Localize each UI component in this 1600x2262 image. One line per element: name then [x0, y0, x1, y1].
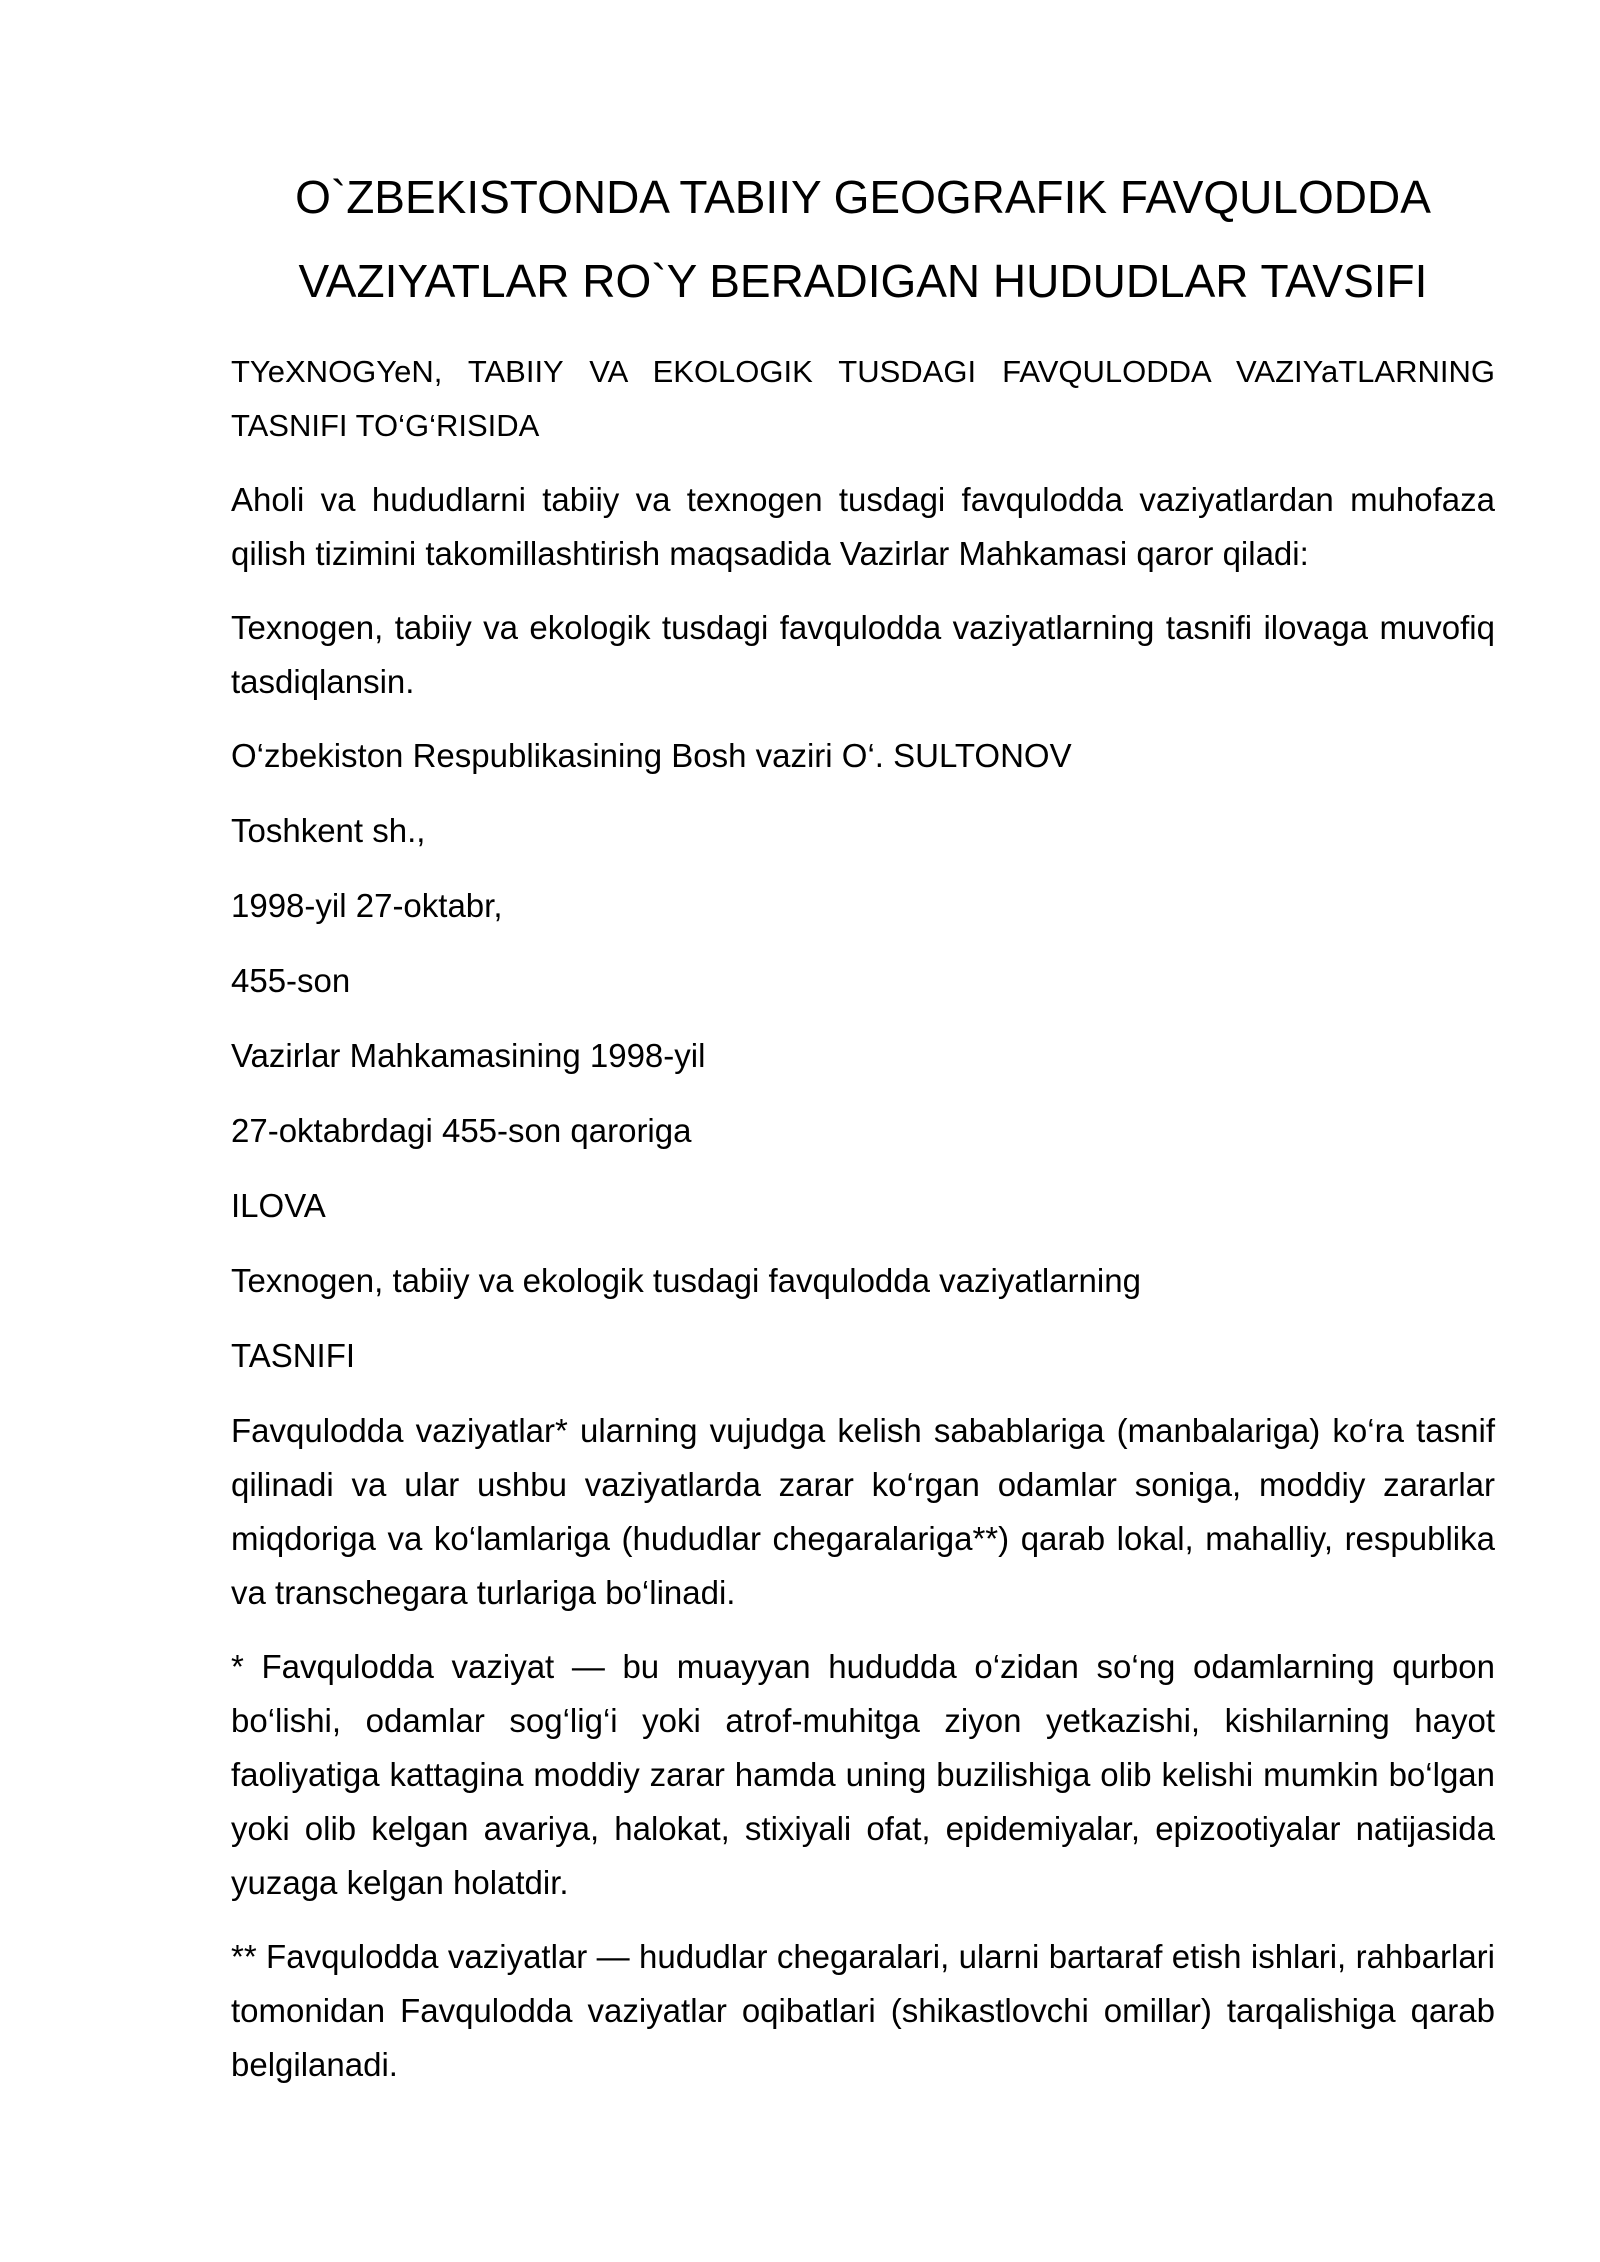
- classification-line: Texnogen, tabiiy va ekologik tusdagi favqulodda vaziyatlarning: [231, 1262, 1141, 1299]
- resolution-paragraph: Texnogen, tabiiy va ekologik tusdagi favqulodda vaziyatlarning tasnifi ilovaga muvofiq tasdiqlansin.: [231, 609, 1495, 700]
- body-paragraph: Favqulodda vaziyatlar* ularning vujudga kelish sabablariga (manbalariga) ko‘ra tasnif qilinadi va ular ushbu vaziyatlarda zarar ko‘rgan odamlar soniga, moddiy zararlar miqdoriga va ko‘lamlariga (hududlar chegaralariga**) qarab lokal, mahalliy, respublika va transchegara turlariga bo‘linadi.: [231, 1412, 1495, 1611]
- date-line: 1998-yil 27-oktabr,: [231, 887, 503, 924]
- document-subtitle: TYeXNOGYeN, TABIIY VA EKOLOGIK TUSDAGI FAVQULODDA VAZIYaTLARNING TASNIFI TO‘G‘RISIDA: [231, 354, 1495, 443]
- intro-paragraph: Aholi va hududlarni tabiiy va texnogen tusdagi favqulodda vaziyatlardan muhofaza qilish tizimini takomillashtirish maqsadida Vazirlar Mahkamasi qaror qiladi:: [231, 481, 1495, 572]
- appendix-reference-line-1: Vazirlar Mahkamasining 1998-yil: [231, 1037, 706, 1074]
- place-line: Toshkent sh.,: [231, 812, 426, 849]
- footnote-1: * Favqulodda vaziyat — bu muayyan hududda o‘zidan so‘ng odamlarning qurbon bo‘lishi, odamlar sog‘lig‘i yoki atrof-muhitga ziyon yetkazishi, kishilarning hayot faoliyatiga kattagina moddiy zarar hamda uning buzilishiga olib kelishi mumkin bo‘lgan yoki olib kelgan avariya, halokat, stixiyali ofat, epidemiyalar, epizootiyalar natijasida yuzaga kelgan holatdir.: [231, 1648, 1495, 1901]
- signatory-line: O‘zbekiston Respublikasining Bosh vaziri O‘. SULTONOV: [231, 737, 1072, 774]
- footnote-2: ** Favqulodda vaziyatlar — hududlar chegaralari, ularni bartaraf etish ishlari, rahbarlari tomonidan Favqulodda vaziyatlar oqibatlari (shikastlovchi omillar) tarqalishiga qarab belgilanadi.: [231, 1938, 1495, 2083]
- appendix-reference-line-2: 27-oktabrdagi 455-son qaroriga: [231, 1112, 692, 1149]
- document-title: O`ZBEKISTONDA TABIIY GEOGRAFIK FAVQULODDA VAZIYATLAR RO`Y BERADIGAN HUDUDLAR TAVSIFI: [295, 171, 1431, 307]
- appendix-label: ILOVA: [231, 1187, 326, 1224]
- classification-label: TASNIFI: [231, 1337, 356, 1374]
- number-line: 455-son: [231, 962, 351, 999]
- document-page: [231, 155, 1495, 2112]
